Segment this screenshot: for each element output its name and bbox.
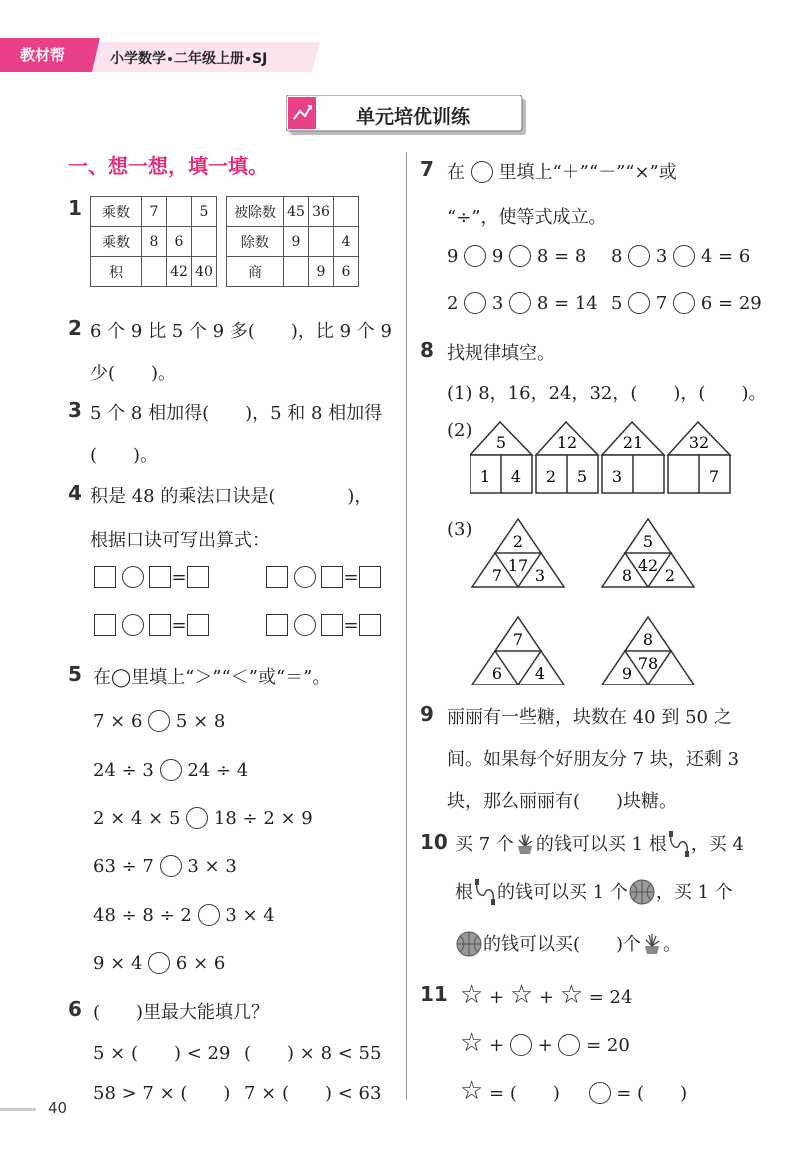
table-cell: 40 — [192, 257, 217, 287]
q6-row1b: ( ) × 8 < 55 — [244, 1043, 382, 1064]
grade-label: 二年级上册 — [174, 51, 244, 67]
q5-right: 3 × 3 — [187, 856, 237, 877]
q5-left: 48 ÷ 8 ÷ 2 — [93, 905, 192, 926]
house-left-number: 1 — [479, 467, 491, 486]
q7-line1-text: 里填上“＋”“－”“×”或 — [498, 162, 677, 183]
triangle-figure — [472, 519, 564, 587]
q7-term: 9 — [447, 246, 459, 267]
q8-intro: 找规律填空。 — [447, 343, 555, 364]
q8-part1: (1) 8，16，24，32，( )，( )。 — [447, 383, 767, 404]
q4-equation-blank-3: = — [94, 614, 209, 636]
edition-label: SJ — [252, 51, 268, 67]
q11-row1: ☆ + ☆ + ☆ = 24 — [460, 980, 633, 1010]
table-row — [91, 257, 217, 287]
flower-pot-icon — [514, 832, 536, 856]
q10-line2 — [455, 878, 733, 906]
table-cell: 36 — [309, 197, 334, 227]
q4-equation-blank-4: = — [266, 614, 381, 636]
q11-row3 — [460, 1076, 687, 1106]
q11-result: = 24 — [588, 987, 633, 1008]
q10-line3 — [455, 930, 681, 958]
q7-equation-1 — [447, 245, 586, 267]
brand-label: 教材帮 — [20, 46, 66, 64]
q7-line2: “÷”，使等式成立。 — [447, 207, 607, 228]
row-header: 乘数 — [91, 197, 142, 227]
q4-equation-blank-1: = — [94, 566, 209, 588]
circle-icon — [558, 1034, 580, 1056]
q9-line3: 块，那么丽丽有( )块糖。 — [447, 791, 678, 812]
q7-term: 5 — [611, 293, 623, 314]
house-top-number: 12 — [556, 433, 578, 452]
q10-text: 买 7 个 — [455, 834, 514, 855]
q6-row2a: 58 > 7 × ( ) — [93, 1083, 231, 1104]
book-info — [110, 48, 267, 68]
house-top-number: 5 — [495, 433, 507, 452]
q11-row2: ☆ + + = 20 — [460, 1028, 630, 1058]
q4-equation-blank-2: = — [266, 566, 381, 588]
q8-part3-label: (3) — [447, 519, 473, 540]
table-cell: 8 — [142, 227, 167, 257]
q10-text: 根 — [455, 882, 473, 903]
q7-equation-4 — [611, 292, 762, 314]
q10-text: ，买 4 — [690, 834, 744, 855]
q2-line2: 少( )。 — [90, 363, 177, 384]
q7-term: 6 = 29 — [700, 293, 762, 314]
q8-house-pattern — [470, 420, 750, 500]
table-cell: 9 — [309, 257, 334, 287]
q1-number: 1 — [68, 196, 82, 220]
triangle-right-number: 3 — [534, 566, 546, 585]
q10-text: 的钱可以买 1 根 — [535, 834, 667, 855]
q7-line1 — [447, 158, 677, 184]
q9-line2: 间。如果每个好朋友分 7 块，还剩 3 — [447, 749, 740, 770]
q11-star-answer: = ( ) — [489, 1083, 560, 1104]
table-cell: 4 — [334, 227, 359, 257]
q7-equation-3 — [447, 292, 598, 314]
table-row — [91, 197, 217, 227]
table-row — [227, 257, 359, 287]
table-row — [91, 227, 217, 257]
star-icon: ☆ — [460, 980, 484, 1010]
basketball-icon — [628, 878, 656, 906]
section-title-box — [286, 95, 528, 135]
q5-compare-6 — [93, 952, 225, 974]
q5-compare-3 — [93, 807, 313, 829]
q10-text: 的钱可以买( )个 — [483, 934, 642, 955]
q5-right: 3 × 4 — [225, 905, 275, 926]
row-header: 除数 — [227, 227, 284, 257]
circle-icon — [589, 1082, 611, 1104]
row-header: 商 — [227, 257, 284, 287]
q5-compare-5 — [93, 904, 275, 926]
table-cell: 45 — [284, 197, 309, 227]
q10-text: 的钱可以买 1 个 — [497, 882, 628, 903]
triangle-right-number: 2 — [664, 566, 676, 585]
q5-compare-2 — [93, 759, 248, 781]
table-cell — [167, 197, 192, 227]
triangle-figure — [602, 519, 694, 587]
table-cell — [142, 257, 167, 287]
basketball-icon — [455, 930, 483, 958]
triangle-center-number: 42 — [637, 556, 659, 575]
house-left-number: 2 — [545, 467, 557, 486]
q3-number: 3 — [68, 398, 82, 422]
jump-rope-icon — [667, 831, 691, 857]
house-top-number: 32 — [688, 433, 710, 452]
q2-line1: 6 个 9 比 5 个 9 多( )，比 9 个 9 — [90, 321, 392, 342]
star-icon: ☆ — [460, 1028, 484, 1058]
q3-line1: 5 个 8 相加得( )，5 和 8 相加得 — [90, 403, 383, 424]
q5-compare-4 — [93, 855, 237, 877]
q5-left: 63 ÷ 7 — [93, 856, 154, 877]
q5-compare-1 — [93, 710, 225, 732]
house-figure — [602, 422, 664, 493]
q4-line1: 积是 48 的乘法口诀是( )， — [90, 486, 373, 507]
q5-number: 5 — [68, 662, 82, 686]
q7-term: 9 — [491, 246, 504, 267]
q10-text: 。 — [663, 934, 682, 955]
house-figure — [536, 422, 598, 493]
q6-intro: ( )里最大能填几？ — [93, 1002, 270, 1023]
triangle-left-number: 9 — [621, 664, 633, 683]
q5-left: 7 × 6 — [93, 711, 143, 732]
triangle-top-number: 2 — [512, 532, 524, 551]
q7-term: 3 — [491, 293, 504, 314]
table-row — [227, 197, 359, 227]
star-icon: ☆ — [460, 1076, 484, 1106]
triangle-center-number: 78 — [637, 654, 659, 673]
star-icon: ☆ — [559, 980, 583, 1010]
table-cell: 5 — [192, 197, 217, 227]
q5-right: 5 × 8 — [175, 711, 226, 732]
house-figure — [470, 422, 532, 493]
row-header: 被除数 — [227, 197, 284, 227]
q11-number: 11 — [420, 982, 448, 1006]
q11-result: = 20 — [586, 1035, 630, 1056]
q3-line2: ( )。 — [90, 445, 159, 466]
q1-multiplication-table — [90, 196, 217, 287]
footer-rule — [0, 1108, 36, 1111]
q10-line1 — [455, 830, 744, 857]
q5-right: 18 ÷ 2 × 9 — [213, 808, 313, 829]
triangle-left-number: 8 — [621, 566, 633, 585]
triangle-figure — [472, 617, 564, 685]
q5-left: 2 × 4 × 5 — [93, 808, 181, 829]
q10-text: ，买 1 个 — [655, 882, 733, 903]
q5-right: 24 ÷ 4 — [187, 760, 249, 781]
jump-rope-icon — [473, 879, 497, 905]
q4-line2: 根据口诀可写出算式： — [90, 530, 270, 551]
q5-left: 9 × 4 — [93, 953, 143, 974]
triangle-center-number: 17 — [507, 556, 529, 575]
q7-number: 7 — [420, 157, 434, 181]
q7-term: 8 — [611, 246, 623, 267]
house-left-number: 3 — [611, 467, 623, 486]
triangle-top-number: 5 — [642, 532, 654, 551]
page-number: 40 — [48, 1099, 68, 1117]
q8-number: 8 — [420, 338, 434, 362]
q5-left: 24 ÷ 3 — [93, 760, 154, 781]
table-cell — [334, 197, 359, 227]
q7-term: 8 = 8 — [536, 246, 587, 267]
q6-row1a: 5 × ( ) < 29 — [93, 1043, 231, 1064]
q7-term: 4 = 6 — [700, 246, 751, 267]
q11-circle-answer: = ( ) — [616, 1083, 688, 1104]
q9-line1: 丽丽有一些糖，块数在 40 到 50 之 — [447, 707, 732, 728]
triangle-top-number: 8 — [642, 630, 654, 649]
house-right-number: 5 — [576, 467, 588, 486]
table-cell — [192, 227, 217, 257]
q8-triangle-pattern — [470, 515, 710, 685]
q2-number: 2 — [68, 316, 82, 340]
table-cell — [309, 227, 334, 257]
house-right-number: 4 — [510, 467, 522, 486]
house-figure — [668, 422, 730, 493]
q7-term: 2 — [447, 293, 459, 314]
table-cell: 6 — [167, 227, 192, 257]
table-cell: 7 — [142, 197, 167, 227]
q1-division-table — [226, 196, 359, 287]
section-title: 单元培优训练 — [356, 106, 471, 128]
q6-number: 6 — [68, 997, 82, 1021]
table-row — [227, 227, 359, 257]
column-divider — [406, 152, 407, 1100]
q7-equation-2 — [611, 245, 750, 267]
triangle-right-number: 4 — [534, 664, 546, 683]
triangle-top-number: 7 — [512, 630, 524, 649]
q7-term: 3 — [655, 246, 668, 267]
triangle-left-number: 7 — [491, 566, 503, 585]
q7-prefix: 在 — [447, 162, 465, 183]
house-right-number: 7 — [708, 467, 720, 486]
q8-part2-label: (2) — [447, 420, 473, 441]
table-cell: 42 — [167, 257, 192, 287]
q5-right: 6 × 6 — [175, 953, 226, 974]
flower-pot-icon — [641, 932, 663, 956]
house-top-number: 21 — [622, 433, 644, 452]
q10-number: 10 — [420, 830, 448, 854]
q9-number: 9 — [420, 702, 434, 726]
table-cell — [284, 257, 309, 287]
q4-number: 4 — [68, 481, 82, 505]
row-header: 乘数 — [91, 227, 142, 257]
triangle-left-number: 6 — [491, 664, 503, 683]
header-bar — [0, 38, 320, 72]
subject-label: 小学数学 — [110, 51, 166, 67]
star-icon: ☆ — [509, 980, 534, 1010]
q5-intro: 在◯里填上“＞”“＜”或“＝”。 — [93, 667, 331, 688]
circle-icon — [510, 1034, 532, 1056]
table-cell: 9 — [284, 227, 309, 257]
row-header: 积 — [91, 257, 142, 287]
table-cell: 6 — [334, 257, 359, 287]
q7-term: 8 = 14 — [536, 293, 598, 314]
triangle-figure — [602, 617, 694, 685]
q6-row2b: 7 × ( ) < 63 — [244, 1083, 382, 1104]
part-title: 一、想一想，填一填。 — [68, 154, 268, 178]
q7-term: 7 — [655, 293, 668, 314]
